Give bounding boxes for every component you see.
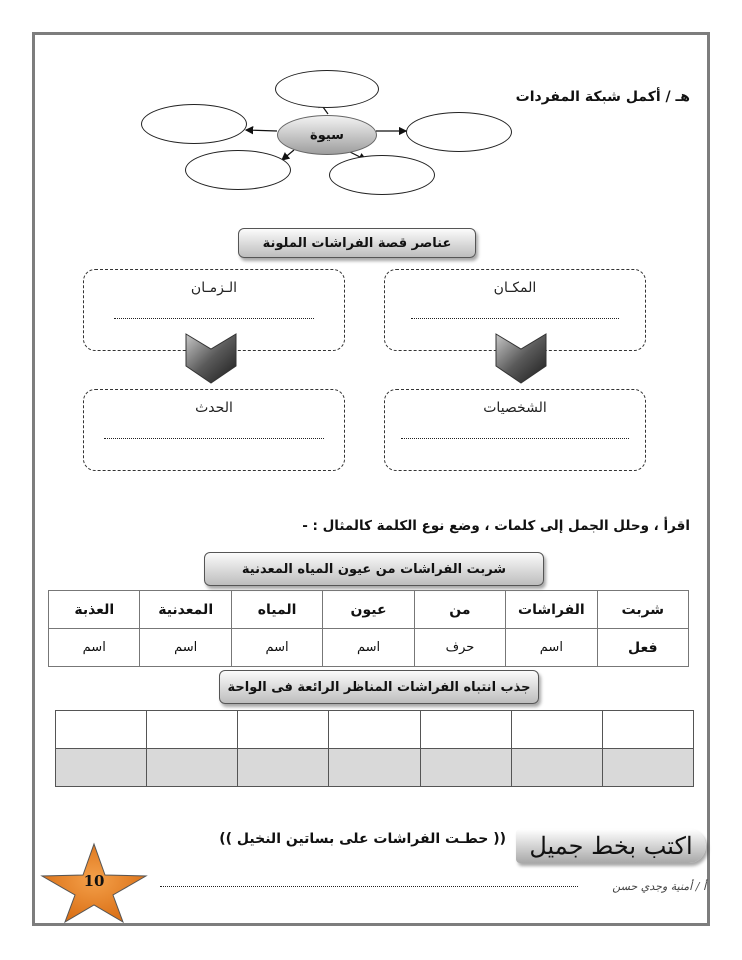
event-box <box>83 389 345 471</box>
answer-cell[interactable] <box>238 749 329 787</box>
chevron-down-icon <box>183 330 239 386</box>
answer-cell[interactable] <box>511 711 602 749</box>
sentence1-banner: شربت الفراشات من عيون المياه المعدنية <box>204 552 544 586</box>
vocab-oval-right[interactable] <box>406 112 512 152</box>
type-cell: اسم <box>140 629 231 667</box>
analysis-instruction: اقرأ ، وحلل الجمل إلى كلمات ، وضع نوع الكلمة كالمثال : - <box>302 518 690 534</box>
event-label: الحدث <box>195 400 233 416</box>
answer-cell[interactable] <box>238 711 329 749</box>
answer-cell[interactable] <box>602 711 693 749</box>
story-banner: عناصر قصة الفراشات الملونة <box>238 228 476 258</box>
place-label: المكـان <box>493 280 537 296</box>
word-cell: المياه <box>231 591 322 629</box>
answer-table <box>55 710 694 787</box>
time-label: الـزمـان <box>190 280 238 296</box>
word-cell: العذبة <box>49 591 140 629</box>
answer-cell[interactable] <box>420 749 511 787</box>
answer-cell[interactable] <box>420 711 511 749</box>
arrow-left <box>246 130 277 131</box>
word-cell: عيون <box>323 591 414 629</box>
chevron-down-icon <box>493 330 549 386</box>
handwriting-banner: اكتب بخط جميل <box>516 829 706 863</box>
arrow-bottom-left <box>282 150 294 160</box>
characters-label: الشخصيات <box>483 400 547 416</box>
vocab-oval-bottom-left[interactable] <box>185 150 291 190</box>
type-cell: اسم <box>506 629 597 667</box>
word-cell: المعدنية <box>140 591 231 629</box>
answer-cell[interactable] <box>147 749 238 787</box>
characters-answer-line[interactable] <box>401 438 629 439</box>
type-cell: حرف <box>414 629 505 667</box>
words-table <box>48 590 689 667</box>
vocab-center: سيوة <box>277 115 377 155</box>
answer-cell[interactable] <box>147 711 238 749</box>
handwriting-sentence: (( حطـت الفراشات على بساتين النخيل )) <box>219 831 506 847</box>
type-cell: اسم <box>49 629 140 667</box>
answer-cell[interactable] <box>329 749 420 787</box>
type-cell: اسم <box>231 629 322 667</box>
vocab-oval-top[interactable] <box>275 70 379 108</box>
type-cell: اسم <box>323 629 414 667</box>
vocab-title: هـ / أكمل شبكة المفردات <box>515 89 690 105</box>
answer-cell[interactable] <box>602 749 693 787</box>
word-cell: من <box>414 591 505 629</box>
word-cell: شربت <box>597 591 688 629</box>
answer-cell[interactable] <box>511 749 602 787</box>
answer-cell[interactable] <box>56 711 147 749</box>
vocab-oval-left[interactable] <box>141 104 247 144</box>
page-number: 10 <box>83 872 105 890</box>
event-answer-line[interactable] <box>104 438 324 439</box>
handwriting-answer-line[interactable] <box>160 886 578 887</box>
place-answer-line[interactable] <box>411 318 619 319</box>
type-cell: فعل <box>597 629 688 667</box>
word-cell: الفراشات <box>506 591 597 629</box>
signature: أ / أمنية وجدي حسن <box>612 880 706 893</box>
sentence2-banner: جذب انتباه الفراشات المناظر الرائعة فى الواحة <box>219 670 539 704</box>
answer-cell[interactable] <box>329 711 420 749</box>
vocab-oval-bottom-right[interactable] <box>329 155 435 195</box>
time-answer-line[interactable] <box>114 318 314 319</box>
answer-cell[interactable] <box>56 749 147 787</box>
characters-box <box>384 389 646 471</box>
